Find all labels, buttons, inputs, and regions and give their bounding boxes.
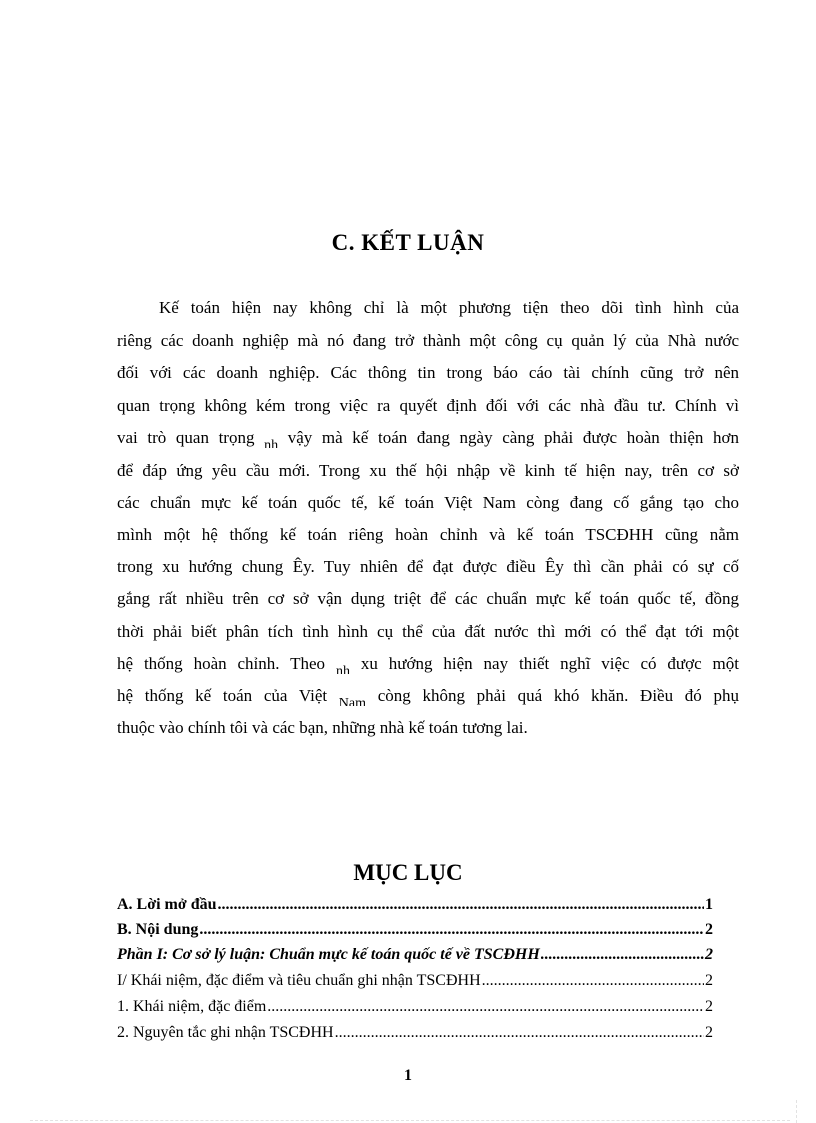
toc-title: MỤC LỤC bbox=[353, 860, 463, 885]
paragraph-line: trong xu hướng chung Êy. Tuy nhiên để đạt được điều Êy thì cần phải có sự cố bbox=[117, 557, 739, 576]
toc-entry-label: 2. Nguyên tắc ghi nhận TSCĐHH bbox=[117, 1024, 334, 1041]
paragraph-line: đối với các doanh nghiệp. Các thông tin trong báo cáo tài chính cũng trở nên bbox=[117, 363, 739, 382]
line-text: xu hướng hiện nay thiết nghĩ việc có được một bbox=[349, 654, 739, 673]
toc-entry-label: A. Lời mở đầu bbox=[117, 896, 217, 913]
toc-entry-page: 2 bbox=[705, 946, 713, 963]
paragraph-line: thuộc vào chính tôi và các bạn, những nhà kế toán tương lai. bbox=[117, 718, 528, 737]
toc-entry[interactable] bbox=[117, 945, 713, 965]
paragraph-line: quan trọng không kém trong việc ra quyết định đối với các nhà đầu tư. Chính vì bbox=[117, 396, 739, 415]
toc-entry-label: 1. Khái niệm, đặc điểm bbox=[117, 998, 267, 1015]
toc-entry-page: 2 bbox=[705, 1024, 713, 1041]
line-text: vậy mà kế toán đang ngày càng phải được hoàn thiện hơn bbox=[278, 428, 739, 447]
subscript-fragment: nh bbox=[264, 438, 279, 448]
line-text: hệ thống kế toán của Việt bbox=[117, 686, 339, 705]
line-text: vai trò quan trọng bbox=[117, 428, 265, 447]
conclusion-title: C. KẾT LUẬN bbox=[331, 230, 485, 255]
toc-leader-dots bbox=[267, 997, 704, 1017]
paragraph-line: để đáp ứng yêu cầu mới. Trong xu thế hội nhập về kinh tế hiện nay, trên cơ sở bbox=[117, 461, 739, 480]
page-boundary-line bbox=[30, 1120, 790, 1121]
toc-entry[interactable] bbox=[117, 920, 713, 940]
toc-entry-page: 2 bbox=[705, 998, 713, 1015]
paragraph-line: mình một hệ thống kế toán riêng hoàn chỉnh và kế toán TSCĐHH cũng nằm bbox=[117, 525, 739, 544]
toc-entry-label: Phần I: Cơ sở lý luận: Chuẩn mực kế toán quốc tế về TSCĐHH bbox=[117, 946, 540, 963]
toc-entry[interactable] bbox=[117, 895, 713, 915]
toc-entry-page: 2 bbox=[705, 921, 713, 938]
toc-leader-dots bbox=[199, 920, 704, 940]
toc-entry-page: 1 bbox=[705, 896, 713, 913]
paragraph-line: riêng các doanh nghiệp mà nó đang trở thành một công cụ quản lý của Nhà nước bbox=[117, 331, 739, 350]
paragraph-line bbox=[117, 654, 739, 674]
paragraph-line: thời phải biết phân tích tình hình cụ thể của đất nước thì mới có thể đạt tới một bbox=[117, 622, 739, 641]
toc-entry-label: B. Nội dung bbox=[117, 921, 199, 938]
toc-entry-page: 2 bbox=[705, 972, 713, 989]
toc-leader-dots bbox=[335, 1023, 704, 1043]
page-number: 1 bbox=[404, 1067, 412, 1084]
paragraph-line: Kế toán hiện nay không chỉ là một phương tiện theo dõi tình hình của bbox=[159, 298, 739, 317]
paragraph-line bbox=[117, 428, 739, 448]
toc-entry-label: I/ Khái niệm, đặc điểm và tiêu chuẩn ghi nhận TSCĐHH bbox=[117, 972, 481, 989]
toc-entry[interactable] bbox=[117, 997, 713, 1017]
page-corner-marker bbox=[796, 1100, 797, 1123]
toc-entry[interactable] bbox=[117, 1023, 713, 1043]
paragraph-line: các chuẩn mực kế toán quốc tế, kế toán Việt Nam còng đang cố gắng tạo cho bbox=[117, 493, 739, 512]
toc-entry[interactable] bbox=[117, 971, 713, 991]
paragraph-line bbox=[117, 686, 739, 706]
toc-leader-dots bbox=[541, 945, 704, 965]
subscript-fragment: nh bbox=[335, 664, 350, 674]
paragraph-line: gắng rất nhiều trên cơ sở vận dụng triệt để các chuẩn mực kế toán quốc tế, đồng bbox=[117, 589, 739, 608]
subscript-fragment: Nam bbox=[338, 696, 367, 706]
line-text: còng không phải quá khó khăn. Điều đó phụ bbox=[366, 686, 739, 705]
line-text: hệ thống hoàn chỉnh. Theo bbox=[117, 654, 336, 673]
toc-leader-dots bbox=[218, 895, 704, 915]
toc-leader-dots bbox=[482, 971, 704, 991]
